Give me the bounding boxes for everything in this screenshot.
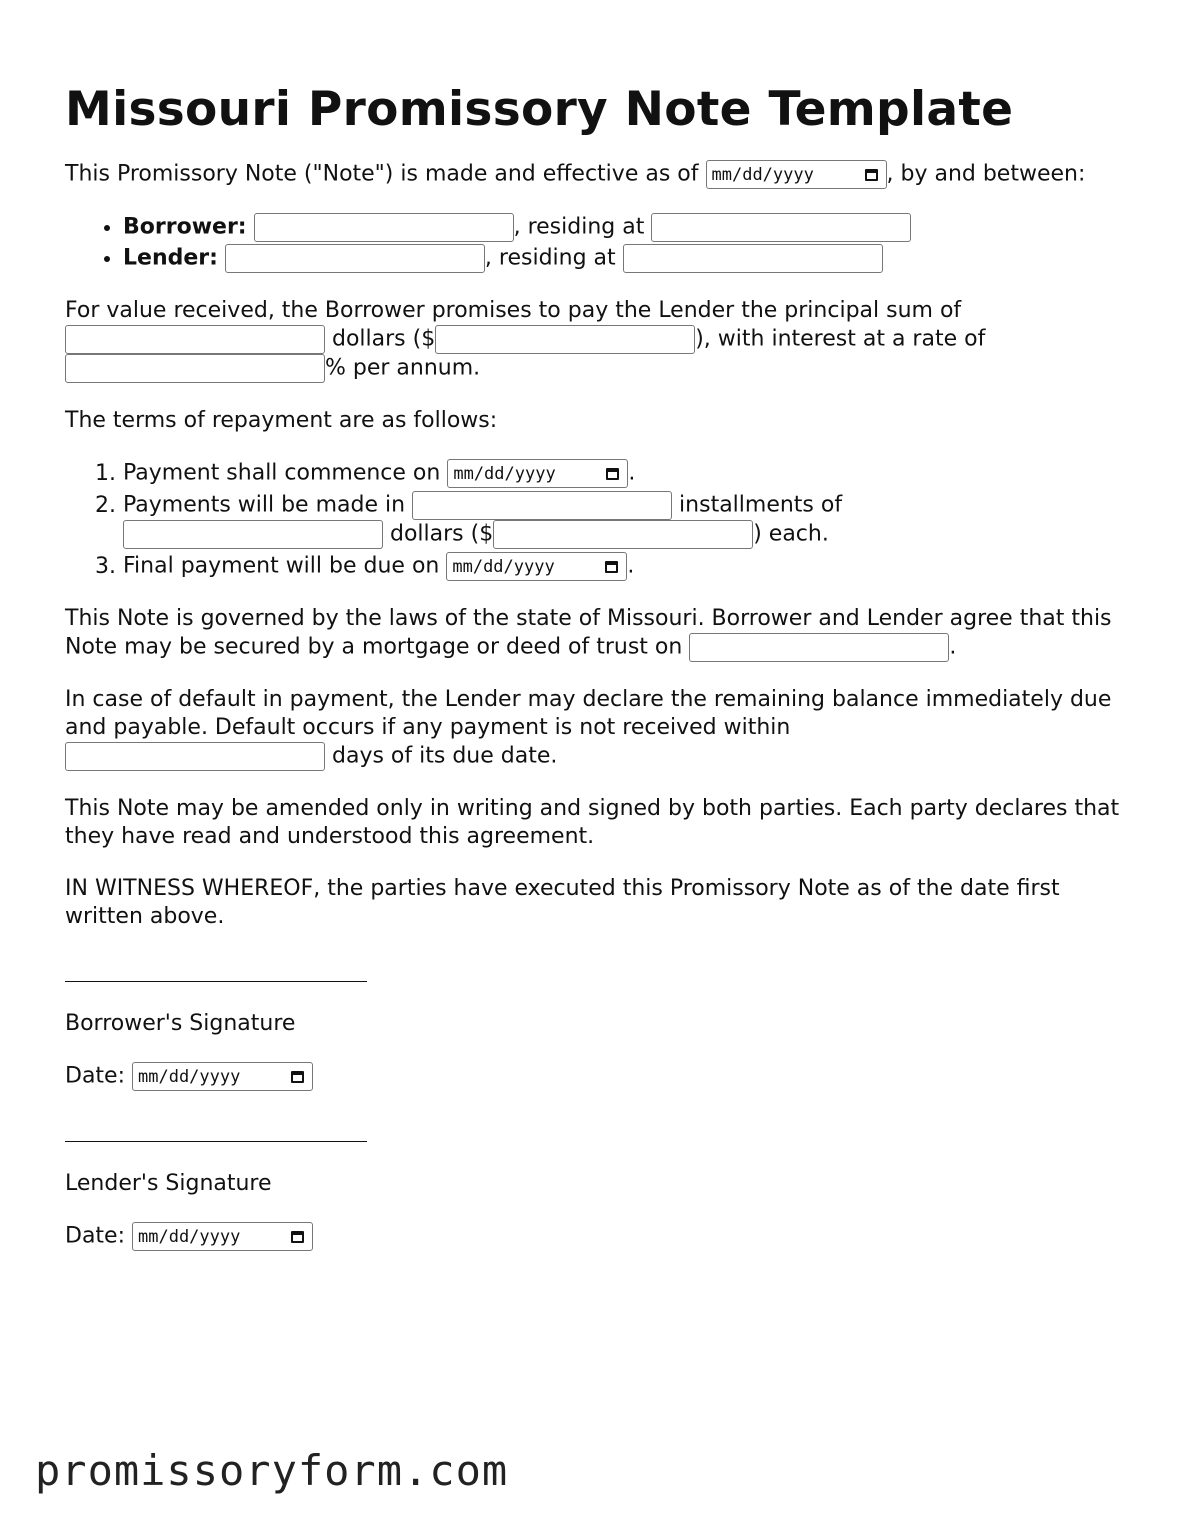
witness-paragraph: IN WITNESS WHEREOF, the parties have executed this Promissory Note as of the date first written above.	[65, 876, 1060, 929]
principal-text: For value received, the Borrower promises to pay the Lender the principal sum of	[65, 298, 962, 323]
installment-words-input[interactable]	[123, 520, 383, 549]
terms-list	[65, 459, 1125, 581]
lender-residing-text: , residing at	[484, 245, 616, 271]
amend-paragraph: This Note may be amended only in writing and signed by both parties. Each party declares that they have read and understood this agreement.	[65, 796, 1120, 849]
borrower-address-input[interactable]	[651, 213, 911, 242]
lender-date-input[interactable]: mm/dd/yyyy	[132, 1222, 313, 1251]
effective-date-input[interactable]: mm/dd/yyyy	[706, 160, 887, 189]
borrower-residing-text: , residing at	[513, 214, 645, 240]
intro-text-end: , by and between:	[886, 161, 1086, 187]
interest-text: ), with interest at a rate of	[695, 326, 986, 352]
secured-property-input[interactable]	[689, 633, 949, 662]
lender-item	[123, 244, 1125, 273]
lender-name-input[interactable]	[225, 244, 485, 273]
borrower-name-input[interactable]	[254, 213, 514, 242]
calendar-icon	[291, 1231, 304, 1243]
term-item-3: 3. Final payment will be due on mm/dd/yyyy .	[123, 552, 1125, 581]
lender-label: Lender:	[123, 245, 218, 271]
borrower-signature-label: Borrower's Signature	[65, 1011, 296, 1036]
borrower-label: Borrower:	[123, 214, 247, 240]
document-page	[65, 80, 1125, 1275]
principal-amount-input[interactable]	[435, 325, 695, 354]
term-item-2: 2. Payments will be made in installments of dollars ($ ) each.	[123, 491, 1125, 549]
default-paragraph: In case of default in payment, the Lender may declare the remaining balance immediately due and payable. Default occurs if any payment is not received within days of its due date.	[65, 686, 1125, 771]
term-item-1: 1. Payment shall commence on mm/dd/yyyy .	[123, 459, 1125, 488]
commence-date-input[interactable]: mm/dd/yyyy	[447, 459, 628, 488]
principal-paragraph	[65, 297, 1125, 383]
governing-paragraph: This Note is governed by the laws of the state of Missouri. Borrower and Lender agree that this Note may be secured by a mortgage or deed of trust on .	[65, 605, 1125, 662]
principal-words-input[interactable]	[65, 325, 325, 354]
page-title: Missouri Promissory Note Template	[65, 82, 1014, 137]
installment-amount-input[interactable]	[493, 520, 753, 549]
principal-dollars-text: dollars ($	[332, 326, 436, 352]
per-annum-text: % per annum.	[325, 355, 481, 381]
interest-rate-input[interactable]	[65, 354, 325, 383]
borrower-date-input[interactable]: mm/dd/yyyy	[132, 1062, 313, 1091]
installments-count-input[interactable]	[412, 491, 672, 520]
intro-paragraph	[65, 160, 1125, 189]
intro-text: This Promissory Note ("Note") is made and effective as of	[65, 161, 699, 187]
borrower-date-row: Date: mm/dd/yyyy	[65, 1062, 1125, 1091]
terms-intro: The terms of repayment are as follows:	[65, 408, 498, 433]
borrower-signature-line[interactable]	[65, 961, 367, 982]
lender-signature-label: Lender's Signature	[65, 1171, 272, 1196]
borrower-item	[123, 213, 1125, 242]
default-days-input[interactable]	[65, 742, 325, 771]
parties-list	[65, 213, 1125, 273]
lender-signature-line[interactable]	[65, 1121, 367, 1142]
calendar-icon	[291, 1071, 304, 1083]
lender-address-input[interactable]	[623, 244, 883, 273]
footer-site-name: promissoryform.com	[35, 1446, 509, 1495]
calendar-icon	[865, 169, 878, 181]
lender-date-row: Date: mm/dd/yyyy	[65, 1222, 1125, 1251]
calendar-icon	[605, 561, 618, 573]
final-payment-date-input[interactable]: mm/dd/yyyy	[446, 552, 627, 581]
calendar-icon	[606, 468, 619, 480]
